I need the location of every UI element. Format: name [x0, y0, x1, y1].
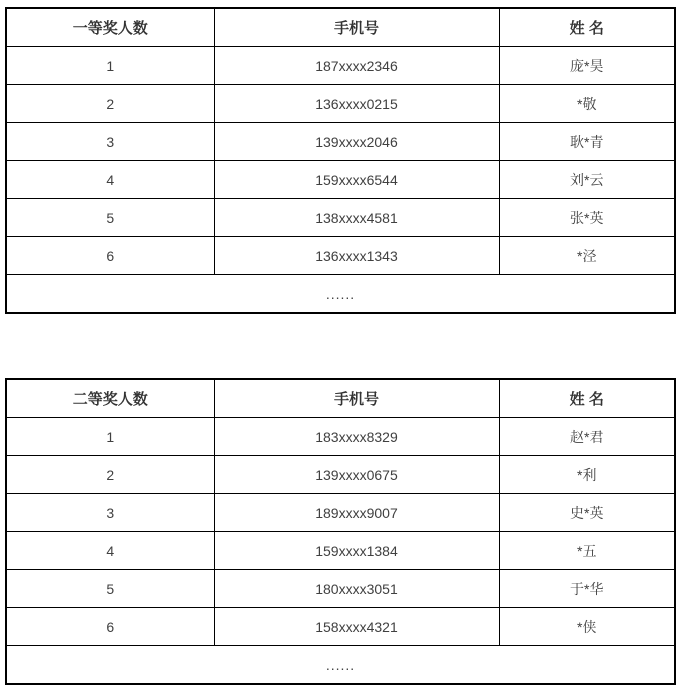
rank-cell: 1: [6, 47, 214, 85]
name-cell: 庞*昊: [499, 47, 675, 85]
name-cell: *利: [499, 456, 675, 494]
table-row: [6, 85, 675, 123]
table-row: [6, 532, 675, 570]
column-header-name: 姓 名: [499, 8, 675, 47]
name-cell: 耿*青: [499, 123, 675, 161]
second-prize-table: [5, 378, 676, 685]
phone-cell: 189xxxx9007: [214, 494, 499, 532]
rank-cell: 3: [6, 494, 214, 532]
column-header-prize-count: 二等奖人数: [6, 379, 214, 418]
rank-cell: 6: [6, 237, 214, 275]
first-prize-table: [5, 7, 676, 314]
phone-cell: 159xxxx6544: [214, 161, 499, 199]
name-cell: 赵*君: [499, 418, 675, 456]
ellipsis-cell: ......: [6, 646, 675, 685]
phone-cell: 159xxxx1384: [214, 532, 499, 570]
phone-cell: 180xxxx3051: [214, 570, 499, 608]
table-row: [6, 161, 675, 199]
rank-cell: 5: [6, 199, 214, 237]
name-cell: *侠: [499, 608, 675, 646]
table-row: [6, 456, 675, 494]
rank-cell: 4: [6, 161, 214, 199]
rank-cell: 2: [6, 456, 214, 494]
table-row: [6, 47, 675, 85]
name-cell: 于*华: [499, 570, 675, 608]
name-cell: 张*英: [499, 199, 675, 237]
name-cell: *敬: [499, 85, 675, 123]
rank-cell: 4: [6, 532, 214, 570]
ellipsis-cell: ......: [6, 275, 675, 314]
column-header-name: 姓 名: [499, 379, 675, 418]
table-row: [6, 123, 675, 161]
header-row: [6, 379, 675, 418]
rank-cell: 2: [6, 85, 214, 123]
column-header-phone: 手机号: [214, 8, 499, 47]
phone-cell: 138xxxx4581: [214, 199, 499, 237]
table-row: [6, 418, 675, 456]
phone-cell: 187xxxx2346: [214, 47, 499, 85]
table-row: [6, 494, 675, 532]
rank-cell: 5: [6, 570, 214, 608]
phone-cell: 139xxxx0675: [214, 456, 499, 494]
table-row: [6, 199, 675, 237]
phone-cell: 139xxxx2046: [214, 123, 499, 161]
phone-cell: 136xxxx1343: [214, 237, 499, 275]
name-cell: 史*英: [499, 494, 675, 532]
phone-cell: 183xxxx8329: [214, 418, 499, 456]
table-row: [6, 608, 675, 646]
table-row: [6, 237, 675, 275]
name-cell: *五: [499, 532, 675, 570]
name-cell: *泾: [499, 237, 675, 275]
rank-cell: 3: [6, 123, 214, 161]
header-row: [6, 8, 675, 47]
table-row: [6, 570, 675, 608]
column-header-phone: 手机号: [214, 379, 499, 418]
phone-cell: 158xxxx4321: [214, 608, 499, 646]
phone-cell: 136xxxx0215: [214, 85, 499, 123]
name-cell: 刘*云: [499, 161, 675, 199]
ellipsis-row: [6, 646, 675, 685]
rank-cell: 1: [6, 418, 214, 456]
column-header-prize-count: 一等奖人数: [6, 8, 214, 47]
ellipsis-row: [6, 275, 675, 314]
rank-cell: 6: [6, 608, 214, 646]
